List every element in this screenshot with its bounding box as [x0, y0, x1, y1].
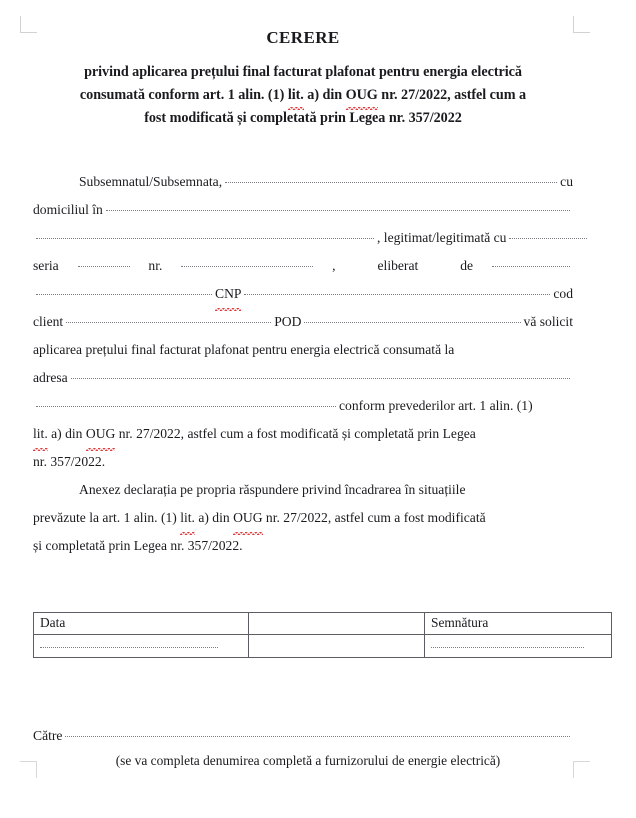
crop-mark-top-right: [573, 16, 590, 33]
text-p2-pre: prevăzute la art. 1 alin. (1): [33, 510, 181, 525]
fill-field-seria[interactable]: [78, 266, 130, 267]
text-p1-post: nr. 27/2022, astfel cum a fost modificată și completată prin Legea: [115, 426, 476, 441]
comma-after-domiciliu: ,: [377, 230, 384, 245]
fill-field-domiciliu-1[interactable]: [106, 210, 570, 211]
spacer-seria-1: [351, 252, 361, 280]
body-line-p2-end: [33, 532, 573, 560]
title-block: [33, 28, 573, 130]
table-cell-middle[interactable]: [249, 635, 425, 658]
body-line-subsemnatul: [33, 168, 573, 196]
body-line-cnp: [33, 280, 573, 308]
footer-note: (se va completa denumirea completă a furnizorului de energie electrică): [115, 753, 501, 768]
subtitle-line-2-post: nr. 27/2022, astfel cum a: [377, 87, 527, 103]
body-line-adresa: [33, 364, 573, 392]
label-subsemnatul: Subsemnatul/Subsemnata,: [79, 174, 223, 189]
fill-field-eliberat-de-2[interactable]: [36, 294, 212, 295]
fill-field-adresa-1[interactable]: [71, 378, 570, 379]
body-line-lit-a: [33, 420, 573, 448]
phrase-va-solicit: vă solicit: [523, 314, 573, 329]
body-line-client-pod: [33, 308, 573, 336]
label-catre: Către: [33, 728, 63, 743]
table-header-blank: [249, 613, 425, 635]
label-domiciliul: domiciliul în: [33, 202, 103, 217]
fill-field-eliberat-de-1[interactable]: [492, 266, 570, 267]
spellcheck-word-lit: lit.: [288, 84, 304, 107]
fill-field-act-tip[interactable]: [509, 238, 587, 239]
fill-field-adresa-2[interactable]: [36, 406, 336, 407]
subtitle-line-2: [33, 84, 573, 107]
fill-field-nume[interactable]: [225, 182, 557, 183]
label-seria: seria: [33, 258, 59, 273]
word-cod: cod: [553, 286, 573, 301]
table-header-data: Data: [34, 613, 249, 635]
spellcheck-word-cnp: CNP: [215, 280, 241, 308]
spellcheck-word-lit-p1: lit.: [33, 420, 48, 448]
spacer-seria-2: [434, 252, 444, 280]
body-line-conform: [33, 392, 573, 420]
text-p2-post: nr. 27/2022, astfel cum a fost modificată: [262, 510, 486, 525]
fill-field-domiciliu-2[interactable]: [36, 238, 374, 239]
body-line-p1-end: [33, 448, 573, 476]
body-line-seria: [33, 252, 573, 280]
comma-after-numar: ,: [332, 258, 336, 273]
signature-table: [33, 612, 612, 658]
body-line-aplicarea: [33, 336, 573, 364]
phrase-conform-prevederilor: conform prevederilor art. 1 alin. (1): [339, 398, 533, 413]
body-line-domiciliul: [33, 196, 573, 224]
body-block: [33, 168, 573, 560]
spellcheck-word-oug: OUG: [346, 84, 378, 107]
text-p1-end: nr. 357/2022.: [33, 454, 106, 469]
spellcheck-word-oug-p2: OUG: [233, 504, 262, 532]
fill-field-furnizor[interactable]: [65, 736, 570, 737]
fill-field-numar[interactable]: [181, 266, 313, 267]
fill-field-cod-client[interactable]: [66, 322, 271, 323]
table-cell-data-value[interactable]: [34, 635, 249, 658]
subtitle-line-3: fost modificată și completată prin Legea nr. 357/2022: [144, 110, 462, 126]
footer-block: [33, 728, 573, 769]
label-client: client: [33, 314, 64, 329]
subtitle-line-2-mid: a) din: [303, 87, 346, 103]
text-p1-mid: a) din: [47, 426, 86, 441]
text-aplicarea: aplicarea prețului final facturat plafonat pentru energia electrică consumată la: [33, 342, 455, 357]
table-header-semnatura: Semnătura: [425, 613, 612, 635]
label-nr: nr.: [148, 258, 163, 273]
crop-mark-bottom-right: [573, 761, 590, 778]
table-row-header: [34, 613, 612, 635]
fill-field-pod[interactable]: [304, 322, 520, 323]
spellcheck-word-oug-p1: OUG: [86, 420, 115, 448]
spellcheck-word-lit-p2: lit.: [180, 504, 195, 532]
body-line-legitimat: [33, 224, 573, 252]
page-title: CERERE: [266, 28, 340, 47]
subtitle-line-2-pre: consumată conform art. 1 alin. (1): [79, 87, 288, 103]
text-p2-line1: Anexez declarația pe propria răspundere privind încadrarea în situațiile: [79, 482, 466, 497]
body-line-anexez: [33, 476, 573, 504]
text-p2-line3: și completată prin Legea nr. 357/2022.: [33, 538, 243, 553]
label-adresa: adresa: [33, 370, 68, 385]
subtitle-line-1: privind aplicarea prețului final facturat plafonat pentru energia electrică: [84, 64, 522, 80]
catre-line: [33, 728, 573, 744]
document-page: [33, 0, 573, 818]
fill-field-semnatura[interactable]: [431, 636, 584, 648]
label-de: de: [460, 258, 474, 273]
fill-field-cnp[interactable]: [244, 294, 550, 295]
table-cell-semnatura-value[interactable]: [425, 635, 612, 658]
word-cu: cu: [560, 174, 573, 189]
fill-field-data[interactable]: [40, 636, 218, 648]
text-p2-mid: a) din: [194, 510, 234, 525]
body-line-prevazute: [33, 504, 573, 532]
table-row-fill: [34, 635, 612, 658]
label-legitimat: legitimat/legitimată cu: [383, 230, 507, 245]
label-pod: POD: [274, 314, 302, 329]
label-eliberat: eliberat: [377, 258, 419, 273]
